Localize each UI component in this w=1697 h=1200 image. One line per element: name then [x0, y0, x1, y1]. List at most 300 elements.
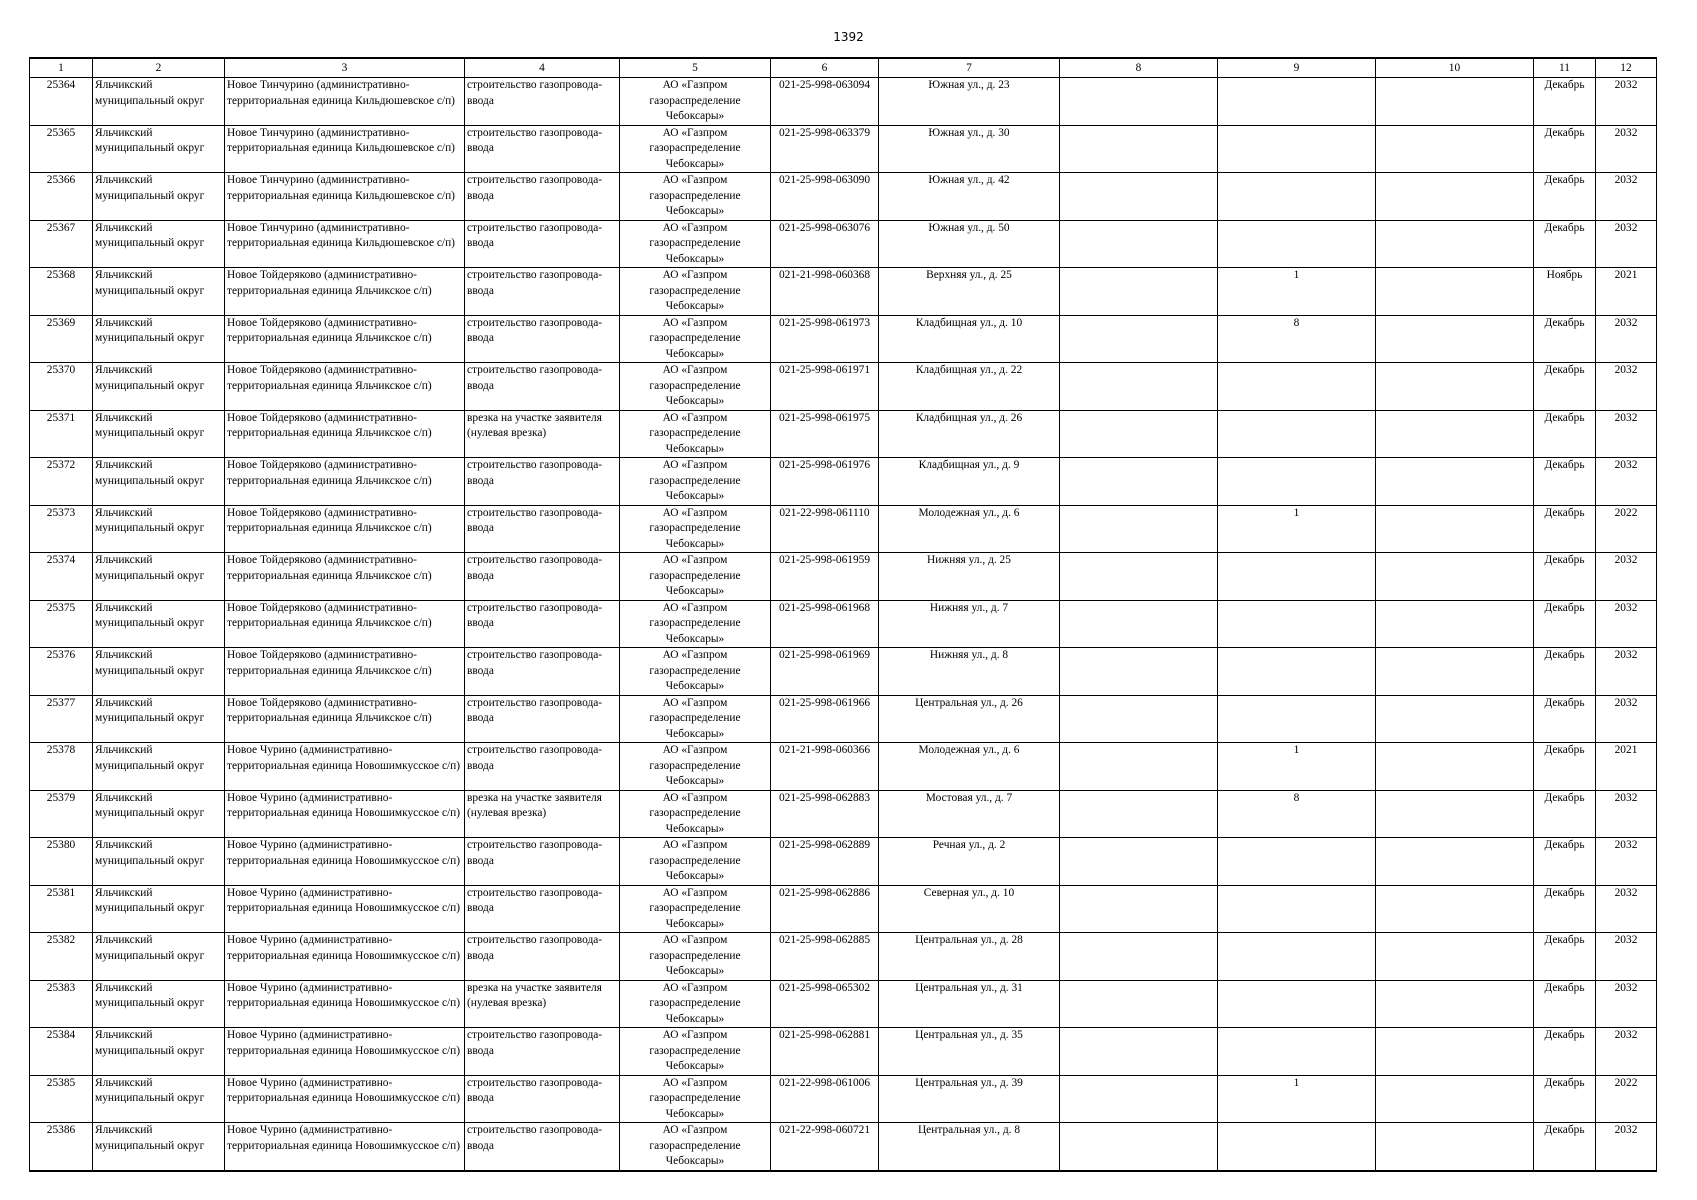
year-cell: 2022 — [1596, 505, 1657, 553]
organization-cell: АО «Газпром газораспределение Чебоксары» — [620, 173, 771, 221]
col10-cell — [1376, 553, 1534, 601]
month-cell: Декабрь — [1534, 838, 1596, 886]
code-cell: 021-25-998-061973 — [771, 315, 879, 363]
quantity-cell — [1218, 173, 1376, 221]
code-cell: 021-25-998-062883 — [771, 790, 879, 838]
year-cell: 2032 — [1596, 315, 1657, 363]
column-header: 9 — [1218, 58, 1376, 78]
organization-cell: АО «Газпром газораспределение Чебоксары» — [620, 600, 771, 648]
month-cell: Декабрь — [1534, 695, 1596, 743]
col10-cell — [1376, 173, 1534, 221]
quantity-cell — [1218, 838, 1376, 886]
settlement-cell: Новое Тойдеряково (административно-территориальная единица Яльчикское с/п) — [225, 648, 465, 696]
organization-cell: АО «Газпром газораспределение Чебоксары» — [620, 553, 771, 601]
col8-cell — [1060, 363, 1218, 411]
col8-cell — [1060, 600, 1218, 648]
row-number-cell: 25379 — [30, 790, 93, 838]
work-type-cell: строительство газопровода-ввода — [465, 125, 620, 173]
year-cell: 2032 — [1596, 220, 1657, 268]
month-cell: Декабрь — [1534, 220, 1596, 268]
col8-cell — [1060, 458, 1218, 506]
year-cell: 2032 — [1596, 838, 1657, 886]
quantity-cell: 1 — [1218, 743, 1376, 791]
settlement-cell: Новое Чурино (административно-территориальная единица Новошимкусское с/п) — [225, 933, 465, 981]
quantity-cell — [1218, 980, 1376, 1028]
work-type-cell: строительство газопровода-ввода — [465, 220, 620, 268]
settlement-cell: Новое Чурино (административно-территориальная единица Новошимкусское с/п) — [225, 790, 465, 838]
col10-cell — [1376, 1123, 1534, 1171]
col10-cell — [1376, 268, 1534, 316]
year-cell: 2022 — [1596, 1075, 1657, 1123]
year-cell: 2032 — [1596, 553, 1657, 601]
row-number-cell: 25368 — [30, 268, 93, 316]
district-cell: Яльчикский муниципальный округ — [93, 125, 225, 173]
address-cell: Центральная ул., д. 39 — [879, 1075, 1060, 1123]
col10-cell — [1376, 838, 1534, 886]
quantity-cell: 1 — [1218, 1075, 1376, 1123]
settlement-cell: Новое Тойдеряково (административно-территориальная единица Яльчикское с/п) — [225, 268, 465, 316]
address-cell: Южная ул., д. 30 — [879, 125, 1060, 173]
col8-cell — [1060, 980, 1218, 1028]
year-cell: 2032 — [1596, 980, 1657, 1028]
row-number-cell: 25374 — [30, 553, 93, 601]
table-row — [30, 885, 1657, 933]
organization-cell: АО «Газпром газораспределение Чебоксары» — [620, 410, 771, 458]
column-header: 3 — [225, 58, 465, 78]
col10-cell — [1376, 600, 1534, 648]
col10-cell — [1376, 743, 1534, 791]
district-cell: Яльчикский муниципальный округ — [93, 220, 225, 268]
month-cell: Декабрь — [1534, 648, 1596, 696]
table-row — [30, 838, 1657, 886]
col8-cell — [1060, 1123, 1218, 1171]
table-row — [30, 505, 1657, 553]
organization-cell: АО «Газпром газораспределение Чебоксары» — [620, 980, 771, 1028]
month-cell: Декабрь — [1534, 458, 1596, 506]
table-row — [30, 268, 1657, 316]
table-row — [30, 980, 1657, 1028]
table-row — [30, 600, 1657, 648]
table-row — [30, 315, 1657, 363]
quantity-cell — [1218, 648, 1376, 696]
work-type-cell: строительство газопровода-ввода — [465, 553, 620, 601]
col10-cell — [1376, 885, 1534, 933]
code-cell: 021-25-998-063379 — [771, 125, 879, 173]
address-cell: Южная ул., д. 50 — [879, 220, 1060, 268]
col10-cell — [1376, 220, 1534, 268]
address-cell: Мостовая ул., д. 7 — [879, 790, 1060, 838]
year-cell: 2032 — [1596, 790, 1657, 838]
organization-cell: АО «Газпром газораспределение Чебоксары» — [620, 78, 771, 126]
code-cell: 021-25-998-061968 — [771, 600, 879, 648]
settlement-cell: Новое Тойдеряково (административно-территориальная единица Яльчикское с/п) — [225, 458, 465, 506]
work-type-cell: строительство газопровода-ввода — [465, 315, 620, 363]
code-cell: 021-25-998-063090 — [771, 173, 879, 221]
district-cell: Яльчикский муниципальный округ — [93, 933, 225, 981]
district-cell: Яльчикский муниципальный округ — [93, 1075, 225, 1123]
year-cell: 2032 — [1596, 363, 1657, 411]
table-row — [30, 173, 1657, 221]
col8-cell — [1060, 553, 1218, 601]
settlement-cell: Новое Чурино (административно-территориальная единица Новошимкусское с/п) — [225, 1028, 465, 1076]
work-type-cell: строительство газопровода-ввода — [465, 885, 620, 933]
year-cell: 2032 — [1596, 695, 1657, 743]
row-number-cell: 25378 — [30, 743, 93, 791]
month-cell: Декабрь — [1534, 743, 1596, 791]
address-cell: Южная ул., д. 23 — [879, 78, 1060, 126]
address-cell: Речная ул., д. 2 — [879, 838, 1060, 886]
work-type-cell: строительство газопровода-ввода — [465, 1075, 620, 1123]
organization-cell: АО «Газпром газораспределение Чебоксары» — [620, 933, 771, 981]
month-cell: Декабрь — [1534, 600, 1596, 648]
settlement-cell: Новое Чурино (административно-территориальная единица Новошимкусское с/п) — [225, 885, 465, 933]
organization-cell: АО «Газпром газораспределение Чебоксары» — [620, 315, 771, 363]
column-header: 11 — [1534, 58, 1596, 78]
column-header: 7 — [879, 58, 1060, 78]
code-cell: 021-25-998-061959 — [771, 553, 879, 601]
row-number-cell: 25381 — [30, 885, 93, 933]
quantity-cell — [1218, 458, 1376, 506]
row-number-cell: 25366 — [30, 173, 93, 221]
organization-cell: АО «Газпром газораспределение Чебоксары» — [620, 695, 771, 743]
year-cell: 2032 — [1596, 648, 1657, 696]
month-cell: Декабрь — [1534, 1123, 1596, 1171]
work-type-cell: строительство газопровода-ввода — [465, 1123, 620, 1171]
address-cell: Южная ул., д. 42 — [879, 173, 1060, 221]
month-cell: Декабрь — [1534, 933, 1596, 981]
settlement-cell: Новое Тойдеряково (административно-территориальная единица Яльчикское с/п) — [225, 600, 465, 648]
quantity-cell — [1218, 553, 1376, 601]
organization-cell: АО «Газпром газораспределение Чебоксары» — [620, 505, 771, 553]
settlement-cell: Новое Тинчурино (административно-территориальная единица Кильдюшевское с/п) — [225, 220, 465, 268]
quantity-cell: 8 — [1218, 790, 1376, 838]
code-cell: 021-25-998-062889 — [771, 838, 879, 886]
row-number-cell: 25373 — [30, 505, 93, 553]
code-cell: 021-25-998-061969 — [771, 648, 879, 696]
address-cell: Верхняя ул., д. 25 — [879, 268, 1060, 316]
quantity-cell — [1218, 695, 1376, 743]
settlement-cell: Новое Чурино (административно-территориальная единица Новошимкусское с/п) — [225, 1123, 465, 1171]
col10-cell — [1376, 410, 1534, 458]
col8-cell — [1060, 125, 1218, 173]
quantity-cell — [1218, 1123, 1376, 1171]
work-type-cell: строительство газопровода-ввода — [465, 648, 620, 696]
year-cell: 2032 — [1596, 885, 1657, 933]
col8-cell — [1060, 1075, 1218, 1123]
code-cell: 021-21-998-060366 — [771, 743, 879, 791]
code-cell: 021-25-998-061975 — [771, 410, 879, 458]
address-cell: Центральная ул., д. 8 — [879, 1123, 1060, 1171]
district-cell: Яльчикский муниципальный округ — [93, 600, 225, 648]
month-cell: Декабрь — [1534, 790, 1596, 838]
quantity-cell — [1218, 885, 1376, 933]
address-cell: Кладбищная ул., д. 10 — [879, 315, 1060, 363]
year-cell: 2032 — [1596, 173, 1657, 221]
work-type-cell: строительство газопровода-ввода — [465, 695, 620, 743]
col10-cell — [1376, 315, 1534, 363]
settlement-cell: Новое Чурино (административно-территориальная единица Новошимкусское с/п) — [225, 1075, 465, 1123]
code-cell: 021-22-998-061006 — [771, 1075, 879, 1123]
code-cell: 021-25-998-065302 — [771, 980, 879, 1028]
code-cell: 021-22-998-061110 — [771, 505, 879, 553]
table-row — [30, 363, 1657, 411]
page-number: 1392 — [833, 30, 864, 44]
district-cell: Яльчикский муниципальный округ — [93, 173, 225, 221]
col8-cell — [1060, 220, 1218, 268]
quantity-cell — [1218, 363, 1376, 411]
row-number-cell: 25376 — [30, 648, 93, 696]
month-cell: Декабрь — [1534, 78, 1596, 126]
organization-cell: АО «Газпром газораспределение Чебоксары» — [620, 885, 771, 933]
col8-cell — [1060, 78, 1218, 126]
work-type-cell: строительство газопровода-ввода — [465, 268, 620, 316]
address-cell: Молодежная ул., д. 6 — [879, 505, 1060, 553]
col8-cell — [1060, 743, 1218, 791]
district-cell: Яльчикский муниципальный округ — [93, 315, 225, 363]
organization-cell: АО «Газпром газораспределение Чебоксары» — [620, 743, 771, 791]
col10-cell — [1376, 363, 1534, 411]
year-cell: 2032 — [1596, 78, 1657, 126]
row-number-cell: 25369 — [30, 315, 93, 363]
organization-cell: АО «Газпром газораспределение Чебоксары» — [620, 838, 771, 886]
column-header: 4 — [465, 58, 620, 78]
address-cell: Центральная ул., д. 35 — [879, 1028, 1060, 1076]
col8-cell — [1060, 885, 1218, 933]
work-type-cell: строительство газопровода-ввода — [465, 173, 620, 221]
settlement-cell: Новое Чурино (административно-территориальная единица Новошимкусское с/п) — [225, 980, 465, 1028]
col10-cell — [1376, 505, 1534, 553]
column-header: 10 — [1376, 58, 1534, 78]
quantity-cell — [1218, 220, 1376, 268]
col10-cell — [1376, 933, 1534, 981]
year-cell: 2032 — [1596, 410, 1657, 458]
table-row — [30, 695, 1657, 743]
month-cell: Декабрь — [1534, 980, 1596, 1028]
month-cell: Ноябрь — [1534, 268, 1596, 316]
month-cell: Декабрь — [1534, 1075, 1596, 1123]
district-cell: Яльчикский муниципальный округ — [93, 505, 225, 553]
settlement-cell: Новое Тойдеряково (административно-территориальная единица Яльчикское с/п) — [225, 363, 465, 411]
code-cell: 021-25-998-061971 — [771, 363, 879, 411]
col10-cell — [1376, 1075, 1534, 1123]
organization-cell: АО «Газпром газораспределение Чебоксары» — [620, 363, 771, 411]
district-cell: Яльчикский муниципальный округ — [93, 838, 225, 886]
table-row — [30, 743, 1657, 791]
quantity-cell — [1218, 410, 1376, 458]
work-type-cell: строительство газопровода-ввода — [465, 838, 620, 886]
settlement-cell: Новое Тойдеряково (административно-территориальная единица Яльчикское с/п) — [225, 505, 465, 553]
table-row — [30, 410, 1657, 458]
address-cell: Кладбищная ул., д. 9 — [879, 458, 1060, 506]
district-cell: Яльчикский муниципальный округ — [93, 695, 225, 743]
quantity-cell: 8 — [1218, 315, 1376, 363]
year-cell: 2032 — [1596, 933, 1657, 981]
code-cell: 021-25-998-061966 — [771, 695, 879, 743]
row-number-cell: 25364 — [30, 78, 93, 126]
address-cell: Кладбищная ул., д. 26 — [879, 410, 1060, 458]
row-number-cell: 25367 — [30, 220, 93, 268]
year-cell: 2021 — [1596, 268, 1657, 316]
work-type-cell: строительство газопровода-ввода — [465, 933, 620, 981]
organization-cell: АО «Газпром газораспределение Чебоксары» — [620, 1075, 771, 1123]
month-cell: Декабрь — [1534, 173, 1596, 221]
col10-cell — [1376, 695, 1534, 743]
address-cell: Нижняя ул., д. 25 — [879, 553, 1060, 601]
settlement-cell: Новое Тойдеряково (административно-территориальная единица Яльчикское с/п) — [225, 695, 465, 743]
col8-cell — [1060, 268, 1218, 316]
work-type-cell: строительство газопровода-ввода — [465, 1028, 620, 1076]
work-type-cell: строительство газопровода-ввода — [465, 505, 620, 553]
table-row — [30, 553, 1657, 601]
district-cell: Яльчикский муниципальный округ — [93, 78, 225, 126]
row-number-cell: 25375 — [30, 600, 93, 648]
table-row — [30, 458, 1657, 506]
district-cell: Яльчикский муниципальный округ — [93, 363, 225, 411]
district-cell: Яльчикский муниципальный округ — [93, 458, 225, 506]
address-cell: Нижняя ул., д. 7 — [879, 600, 1060, 648]
col10-cell — [1376, 790, 1534, 838]
col10-cell — [1376, 78, 1534, 126]
work-type-cell: врезка на участке заявителя (нулевая врезка) — [465, 790, 620, 838]
col8-cell — [1060, 695, 1218, 743]
code-cell: 021-25-998-063076 — [771, 220, 879, 268]
district-cell: Яльчикский муниципальный округ — [93, 1123, 225, 1171]
register-table — [29, 57, 1657, 1172]
table-row — [30, 1123, 1657, 1171]
year-cell: 2032 — [1596, 458, 1657, 506]
col8-cell — [1060, 315, 1218, 363]
row-number-cell: 25377 — [30, 695, 93, 743]
organization-cell: АО «Газпром газораспределение Чебоксары» — [620, 220, 771, 268]
work-type-cell: врезка на участке заявителя (нулевая врезка) — [465, 410, 620, 458]
table-row — [30, 125, 1657, 173]
row-number-cell: 25370 — [30, 363, 93, 411]
settlement-cell: Новое Чурино (административно-территориальная единица Новошимкусское с/п) — [225, 838, 465, 886]
row-number-cell: 25380 — [30, 838, 93, 886]
organization-cell: АО «Газпром газораспределение Чебоксары» — [620, 790, 771, 838]
code-cell: 021-25-998-062885 — [771, 933, 879, 981]
year-cell: 2032 — [1596, 125, 1657, 173]
col8-cell — [1060, 173, 1218, 221]
district-cell: Яльчикский муниципальный округ — [93, 885, 225, 933]
district-cell: Яльчикский муниципальный округ — [93, 980, 225, 1028]
col10-cell — [1376, 458, 1534, 506]
month-cell: Декабрь — [1534, 885, 1596, 933]
district-cell: Яльчикский муниципальный округ — [93, 268, 225, 316]
settlement-cell: Новое Тинчурино (административно-территориальная единица Кильдюшевское с/п) — [225, 125, 465, 173]
organization-cell: АО «Газпром газораспределение Чебоксары» — [620, 648, 771, 696]
code-cell: 021-22-998-060721 — [771, 1123, 879, 1171]
col8-cell — [1060, 838, 1218, 886]
district-cell: Яльчикский муниципальный округ — [93, 553, 225, 601]
settlement-cell: Новое Тойдеряково (административно-территориальная единица Яльчикское с/п) — [225, 553, 465, 601]
col8-cell — [1060, 933, 1218, 981]
code-cell: 021-25-998-062886 — [771, 885, 879, 933]
col8-cell — [1060, 648, 1218, 696]
address-cell: Нижняя ул., д. 8 — [879, 648, 1060, 696]
address-cell: Центральная ул., д. 26 — [879, 695, 1060, 743]
row-number-cell: 25365 — [30, 125, 93, 173]
month-cell: Декабрь — [1534, 125, 1596, 173]
quantity-cell: 1 — [1218, 268, 1376, 316]
year-cell: 2021 — [1596, 743, 1657, 791]
column-header: 5 — [620, 58, 771, 78]
row-number-cell: 25371 — [30, 410, 93, 458]
address-cell: Кладбищная ул., д. 22 — [879, 363, 1060, 411]
row-number-cell: 25383 — [30, 980, 93, 1028]
district-cell: Яльчикский муниципальный округ — [93, 743, 225, 791]
col10-cell — [1376, 125, 1534, 173]
col8-cell — [1060, 1028, 1218, 1076]
column-header: 2 — [93, 58, 225, 78]
organization-cell: АО «Газпром газораспределение Чебоксары» — [620, 268, 771, 316]
year-cell: 2032 — [1596, 600, 1657, 648]
row-number-cell: 25386 — [30, 1123, 93, 1171]
address-cell: Молодежная ул., д. 6 — [879, 743, 1060, 791]
work-type-cell: строительство газопровода-ввода — [465, 743, 620, 791]
organization-cell: АО «Газпром газораспределение Чебоксары» — [620, 458, 771, 506]
row-number-cell: 25384 — [30, 1028, 93, 1076]
settlement-cell: Новое Тойдеряково (административно-территориальная единица Яльчикское с/п) — [225, 315, 465, 363]
code-cell: 021-25-998-062881 — [771, 1028, 879, 1076]
settlement-cell: Новое Чурино (административно-территориальная единица Новошимкусское с/п) — [225, 743, 465, 791]
district-cell: Яльчикский муниципальный округ — [93, 790, 225, 838]
header-row — [30, 58, 1657, 78]
quantity-cell — [1218, 933, 1376, 981]
row-number-cell: 25372 — [30, 458, 93, 506]
column-header: 12 — [1596, 58, 1657, 78]
month-cell: Декабрь — [1534, 410, 1596, 458]
quantity-cell — [1218, 600, 1376, 648]
column-header: 6 — [771, 58, 879, 78]
code-cell: 021-21-998-060368 — [771, 268, 879, 316]
settlement-cell: Новое Тойдеряково (административно-территориальная единица Яльчикское с/п) — [225, 410, 465, 458]
work-type-cell: строительство газопровода-ввода — [465, 458, 620, 506]
settlement-cell: Новое Тинчурино (административно-территориальная единица Кильдюшевское с/п) — [225, 78, 465, 126]
address-cell: Центральная ул., д. 28 — [879, 933, 1060, 981]
table-row — [30, 1028, 1657, 1076]
code-cell: 021-25-998-061976 — [771, 458, 879, 506]
row-number-cell: 25382 — [30, 933, 93, 981]
work-type-cell: строительство газопровода-ввода — [465, 363, 620, 411]
district-cell: Яльчикский муниципальный округ — [93, 648, 225, 696]
quantity-cell — [1218, 1028, 1376, 1076]
month-cell: Декабрь — [1534, 1028, 1596, 1076]
table-body — [30, 78, 1657, 1171]
col8-cell — [1060, 790, 1218, 838]
work-type-cell: строительство газопровода-ввода — [465, 600, 620, 648]
table-row — [30, 933, 1657, 981]
organization-cell: АО «Газпром газораспределение Чебоксары» — [620, 1123, 771, 1171]
organization-cell: АО «Газпром газораспределение Чебоксары» — [620, 1028, 771, 1076]
col10-cell — [1376, 648, 1534, 696]
month-cell: Декабрь — [1534, 315, 1596, 363]
col8-cell — [1060, 410, 1218, 458]
month-cell: Декабрь — [1534, 505, 1596, 553]
table-row — [30, 790, 1657, 838]
quantity-cell: 1 — [1218, 505, 1376, 553]
col8-cell — [1060, 505, 1218, 553]
settlement-cell: Новое Тинчурино (административно-территориальная единица Кильдюшевское с/п) — [225, 173, 465, 221]
quantity-cell — [1218, 125, 1376, 173]
address-cell: Северная ул., д. 10 — [879, 885, 1060, 933]
col10-cell — [1376, 1028, 1534, 1076]
address-cell: Центральная ул., д. 31 — [879, 980, 1060, 1028]
work-type-cell: строительство газопровода-ввода — [465, 78, 620, 126]
organization-cell: АО «Газпром газораспределение Чебоксары» — [620, 125, 771, 173]
district-cell: Яльчикский муниципальный округ — [93, 1028, 225, 1076]
col10-cell — [1376, 980, 1534, 1028]
